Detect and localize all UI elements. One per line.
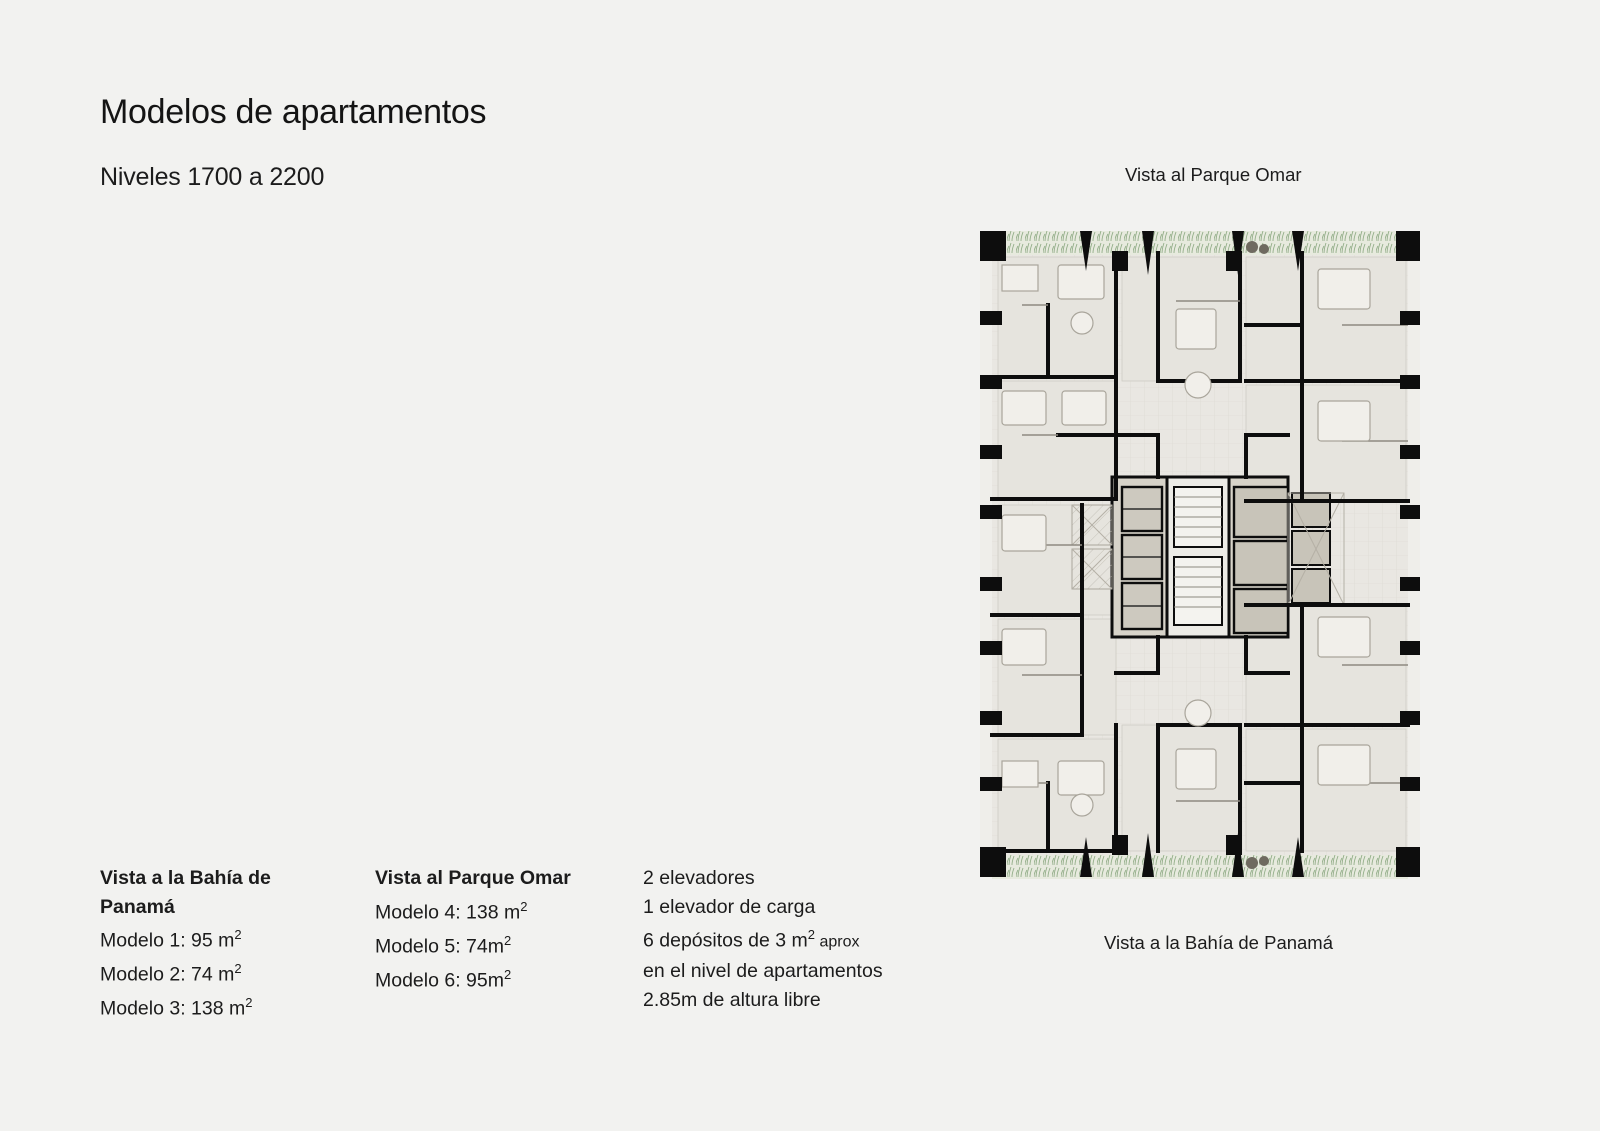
legend-item-extra: aprox	[815, 933, 860, 951]
legend-item-label: 1 elevador de carga	[643, 895, 816, 918]
legend-column-amenities	[643, 864, 983, 1023]
legend	[100, 864, 983, 1023]
legend-item-label: 6 depósitos de 3 m	[643, 929, 808, 952]
legend-heading-bahia: Vista a la Bahía de Panamá	[100, 867, 271, 918]
legend-item-label: en el nivel de apartamentos	[643, 960, 883, 982]
legend-item	[643, 921, 983, 957]
legend-item	[375, 961, 643, 995]
legend-column-parque	[375, 864, 643, 1023]
legend-item-sup: 2	[504, 966, 512, 982]
legend-item-label: Modelo 6: 95m	[375, 969, 504, 991]
plan-caption-bottom: Vista a la Bahía de Panamá	[1104, 932, 1334, 953]
legend-item-label: Modelo 4: 138 m	[375, 901, 521, 923]
legend-item	[375, 893, 643, 927]
legend-item-sup: 2	[807, 927, 816, 942]
legend-item-label: Modelo 5: 74m	[375, 935, 504, 957]
legend-item-label: Modelo 1: 95 m	[100, 929, 235, 952]
legend-item-sup: 2	[234, 961, 242, 976]
page-subtitle: Niveles 1700 a 2200	[100, 163, 325, 191]
legend-heading-parque: Vista al Parque Omar	[375, 867, 571, 889]
legend-item-label: 2 elevadores	[643, 867, 755, 889]
legend-item-label: 2.85m de altura libre	[643, 988, 821, 1011]
legend-item	[375, 927, 643, 961]
legend-item	[100, 921, 375, 955]
legend-item	[643, 893, 983, 922]
legend-item	[643, 957, 983, 986]
legend-item-sup: 2	[234, 927, 242, 942]
legend-item-label: Modelo 3: 138 m	[100, 997, 246, 1020]
legend-item	[643, 864, 983, 893]
legend-item-label: Modelo 2: 74 m	[100, 963, 235, 986]
legend-item	[643, 986, 983, 1015]
plan-caption-top: Vista al Parque Omar	[1125, 164, 1302, 185]
legend-item-sup: 2	[520, 898, 528, 914]
legend-item-sup: 2	[245, 995, 253, 1010]
floor-plan	[962, 205, 1440, 905]
page-title: Modelos de apartamentos	[100, 93, 487, 131]
legend-item-sup: 2	[504, 932, 512, 948]
legend-item	[100, 955, 375, 989]
legend-item	[100, 989, 375, 1023]
legend-column-bahia	[100, 864, 375, 1023]
